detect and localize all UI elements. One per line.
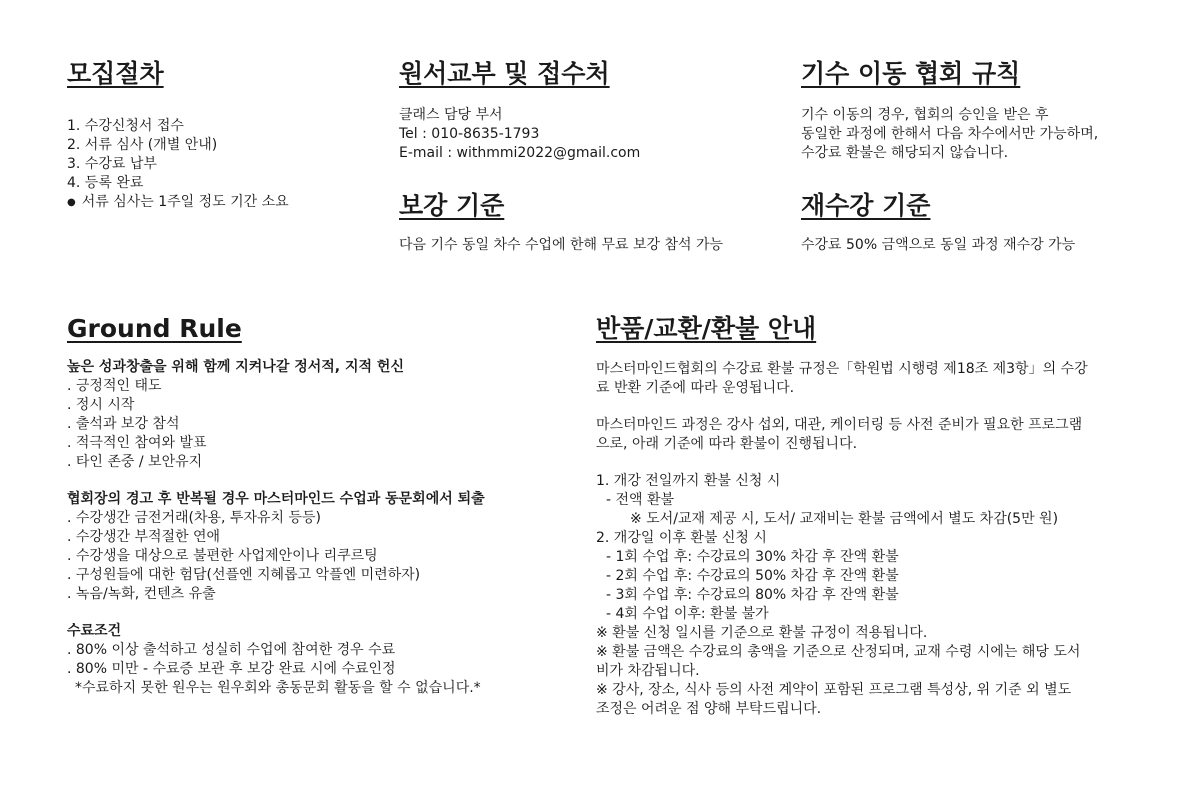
- group2-item: . 수강생간 부적절한 연애: [67, 529, 221, 545]
- recruit-step: 4. 등록 완료: [67, 175, 144, 191]
- refund-note: 비가 차감됩니다.: [596, 663, 700, 679]
- refund-note: 조정은 어려운 점 양해 부탁드립니다.: [596, 701, 822, 717]
- recruit-step: 3. 수강료 납부: [67, 156, 157, 172]
- refund-case2-item: - 3회 수업 후: 수강료의 80% 차감 후 잔액 환불: [606, 587, 899, 603]
- group1-item: . 출석과 보강 참석: [67, 416, 180, 432]
- retake-text: 수강료 50% 금액으로 동일 과정 재수강 가능: [801, 237, 1076, 253]
- recruit-step: 1. 수강신청서 접수: [67, 118, 184, 134]
- refund-section: [596, 314, 1088, 719]
- application-title: 원서교부 및 접수처: [399, 59, 610, 88]
- application-email: E-mail : withmmi2022@gmail.com: [399, 145, 641, 161]
- recruit-section: [67, 59, 289, 212]
- group3-item: . 80% 미만 - 수료증 보관 후 보강 완료 시에 수료인정: [67, 661, 396, 677]
- refund-case1-note: ※ 도서/교재 제공 시, 도서/ 교재비는 환불 금액에서 별도 차감(5만 원): [630, 511, 1059, 527]
- transfer-line: 기수 이동의 경우, 협회의 승인을 받은 후: [801, 107, 1049, 123]
- transfer-line: 수강료 환불은 해당되지 않습니다.: [801, 145, 1009, 161]
- group1-item: . 긍정적인 태도: [67, 378, 162, 394]
- group1-item: . 타인 존중 / 보안유지: [67, 454, 203, 470]
- refund-note: ※ 강사, 장소, 식사 등의 사전 계약이 포함된 프로그램 특성상, 위 기준 외 별도: [596, 682, 1072, 698]
- application-section: [399, 59, 640, 163]
- application-tel: Tel : 010-8635-1793: [399, 126, 540, 142]
- refund-case2-item: - 2회 수업 후: 수강료의 50% 차감 후 잔액 환불: [606, 568, 899, 584]
- refund-case1-sub: - 전액 환불: [606, 492, 675, 508]
- group2-item: . 녹음/녹화, 컨텐츠 유출: [67, 586, 216, 602]
- refund-para1-line: 마스터마인드협회의 수강료 환불 규정은「학원법 시행령 제18조 제3항」의 수강: [596, 361, 1088, 377]
- group2-item: . 수강생간 금전거래(차용, 투자유치 등등): [67, 510, 322, 526]
- transfer-title: 기수 이동 협회 규칙: [801, 59, 1021, 88]
- ground-rule-section: [67, 314, 485, 698]
- group1-item: . 정시 시작: [67, 397, 135, 413]
- retake-title: 재수강 기준: [801, 191, 931, 220]
- makeup-section: [399, 191, 723, 255]
- refund-case2-item: - 1회 수업 후: 수강료의 30% 차감 후 잔액 환불: [606, 549, 899, 565]
- group1-item: . 적극적인 참여와 발표: [67, 435, 207, 451]
- makeup-text: 다음 기수 동일 차수 수업에 한해 무료 보강 참석 가능: [399, 237, 724, 253]
- ground-rule-title: Ground Rule: [67, 314, 242, 343]
- transfer-line: 동일한 과정에 한해서 다음 차수에서만 가능하며,: [801, 126, 1099, 142]
- group3-note: *수료하지 못한 원우는 원우회와 총동문회 활동을 할 수 없습니다.*: [75, 680, 481, 696]
- group1-heading: 높은 성과창출을 위해 함께 지켜나갈 정서적, 지적 헌신: [67, 359, 404, 375]
- group3-heading: 수료조건: [67, 623, 122, 639]
- group3-item: . 80% 이상 출석하고 성실히 수업에 참여한 경우 수료: [67, 642, 396, 658]
- recruit-step: 2. 서류 심사 (개별 안내): [67, 137, 218, 153]
- refund-note: ※ 환불 금액은 수강료의 총액을 기준으로 산정되며, 교재 수령 시에는 해당 도서: [596, 644, 1081, 660]
- application-dept: 클래스 담당 부서: [399, 107, 503, 123]
- refund-para2-line: 마스터마인드 과정은 강사 섭외, 대관, 케이터링 등 사전 준비가 필요한 프로그램: [596, 417, 1083, 433]
- recruit-title: 모집절차: [67, 59, 164, 88]
- group2-item: . 수강생을 대상으로 불편한 사업제안이나 리쿠르팅: [67, 548, 378, 564]
- group2-heading: 협회장의 경고 후 반복될 경우 마스터마인드 수업과 동문회에서 퇴출: [67, 491, 485, 507]
- refund-case2-item: - 4회 수업 이후: 환불 불가: [606, 606, 769, 622]
- refund-title: 반품/교환/환불 안내: [596, 314, 817, 343]
- refund-case2: 2. 개강일 이후 환불 신청 시: [596, 530, 767, 546]
- group2-item: . 구성원들에 대한 험담(선플엔 지혜롭고 악플엔 미련하자): [67, 567, 421, 583]
- retake-section: [801, 191, 1075, 255]
- refund-para1-line: 료 반환 기준에 따라 운영됩니다.: [596, 380, 795, 396]
- refund-note: ※ 환불 신청 일시를 기준으로 환불 규정이 적용됩니다.: [596, 625, 928, 641]
- makeup-title: 보강 기준: [399, 191, 505, 220]
- refund-para2-line: 으로, 아래 기준에 따라 환불이 진행됩니다.: [596, 436, 858, 452]
- refund-case1: 1. 개강 전일까지 환불 신청 시: [596, 473, 781, 489]
- recruit-note: ● 서류 심사는 1주일 정도 기간 소요: [67, 193, 289, 212]
- transfer-section: [801, 59, 1098, 163]
